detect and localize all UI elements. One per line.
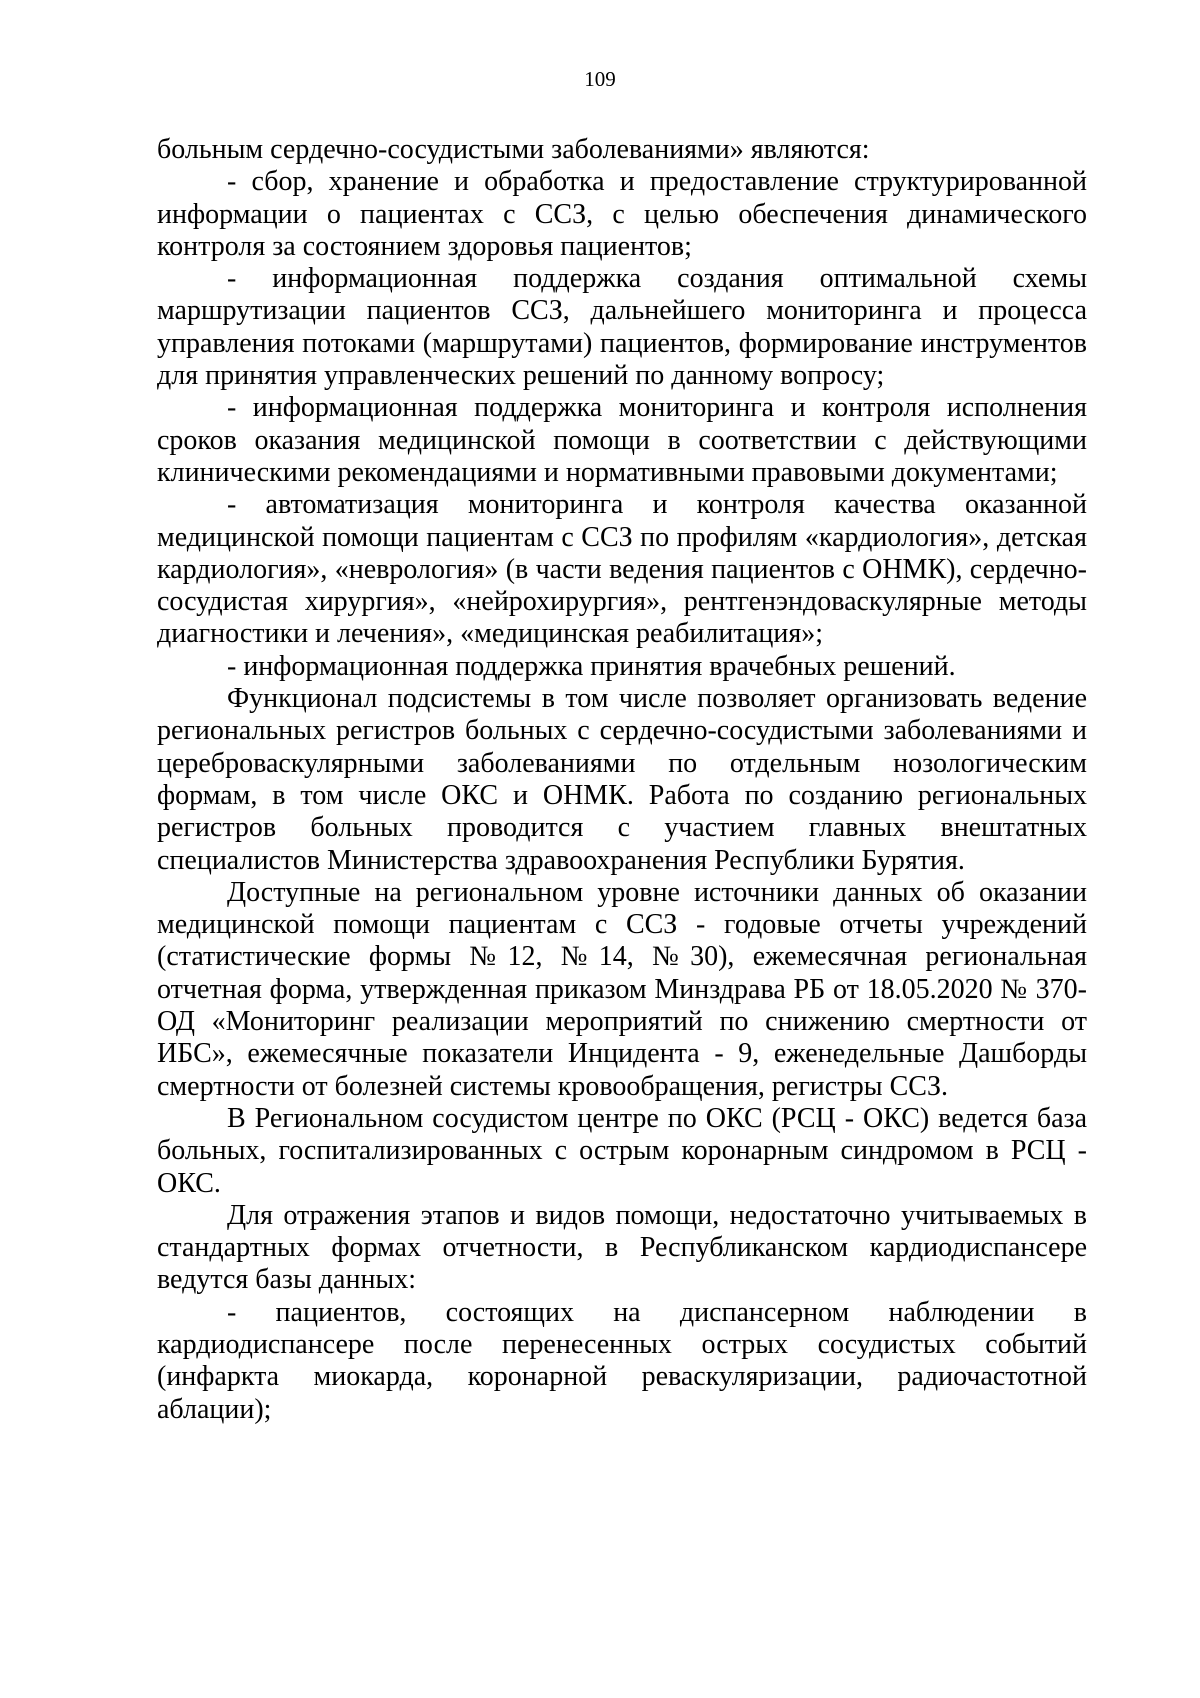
list-item-dispensary-patients: - пациентов, состоящих на диспансерном наблюдении в кардиодиспансере после перенесенных острых сосудистых событий (инфаркта миокарда, коронарной реваскуляризации, радиочастотной аблации); [157,1296,1087,1425]
document-body [157,134,1087,1426]
list-item-routing-support: - информационная поддержка создания оптимальной схемы маршрутизации пациентов ССЗ, дальнейшего мониторинга и процесса управления потоками (маршрутами) пациентов, формирование инструментов для принятия управленческих решений по данному вопросу; [157,263,1087,392]
list-item-decision-support: - информационная поддержка принятия врачебных решений. [227,650,956,682]
paragraph-vascular-center: В Региональном сосудистом центре по ОКС (РСЦ - ОКС) ведется база больных, госпитализированных с острым коронарным синдромом в РСЦ - ОКС. [157,1102,1087,1199]
list-item-data-collection: - сбор, хранение и обработка и предоставление структурированной информации о пациентах с ССЗ, с целью обеспечения динамического контроля за состоянием здоровья пациентов; [157,166,1087,262]
page-number: 109 [584,67,616,91]
paragraph-registries: Функционал подсистемы в том числе позволяет организовать ведение региональных регистров больных с сердечно-сосудистыми заболеваниями и цереброваскулярными заболеваниями по отдельным нозологическим формам, в том числе ОКС и ОНМК. Работа по созданию региональных регистров больных проводится с участием главных внештатных специалистов Министерства здравоохранения Республики Бурятия. [157,683,1087,876]
list-item-deadline-monitoring: - информационная поддержка мониторинга и контроля исполнения сроков оказания медицинской помощи в соответствии с действующими клиническими рекомендациями и нормативными правовыми документами; [157,392,1087,488]
paragraph-continuation: больным сердечно-сосудистыми заболеваниями» являются: [157,134,870,165]
paragraph-cardio-databases: Для отражения этапов и видов помощи, недостаточно учитываемых в стандартных формах отчетности, в Республиканском кардиодиспансере ведутся базы данных: [157,1199,1087,1296]
list-item-quality-automation: - автоматизация мониторинга и контроля качества оказанной медицинской помощи пациентам с ССЗ по профилям «кардиология», детская кардиология», «неврология» (в части ведения пациентов с ОНМК), сердечно-сосудистая хирургия», «нейрохирургия», рентгенэндоваскулярные методы диагностики и лечения», «медицинская реабилитация»; [157,489,1087,650]
paragraph-data-sources: Доступные на региональном уровне источники данных об оказании медицинской помощи пациентам с ССЗ - годовые отчеты учреждений (статистические формы №12, №14, №30), ежемесячная региональная отчетная форма, утвержденная приказом Минздрава РБ от 18.05.2020 № 370-ОД «Мониторинг реализации мероприятий по снижению смертности от ИБС», ежемесячные показатели Инцидента - 9, еженедельные Дашборды смертности от болезней системы кровообращения, регистры ССЗ. [157,876,1087,1102]
